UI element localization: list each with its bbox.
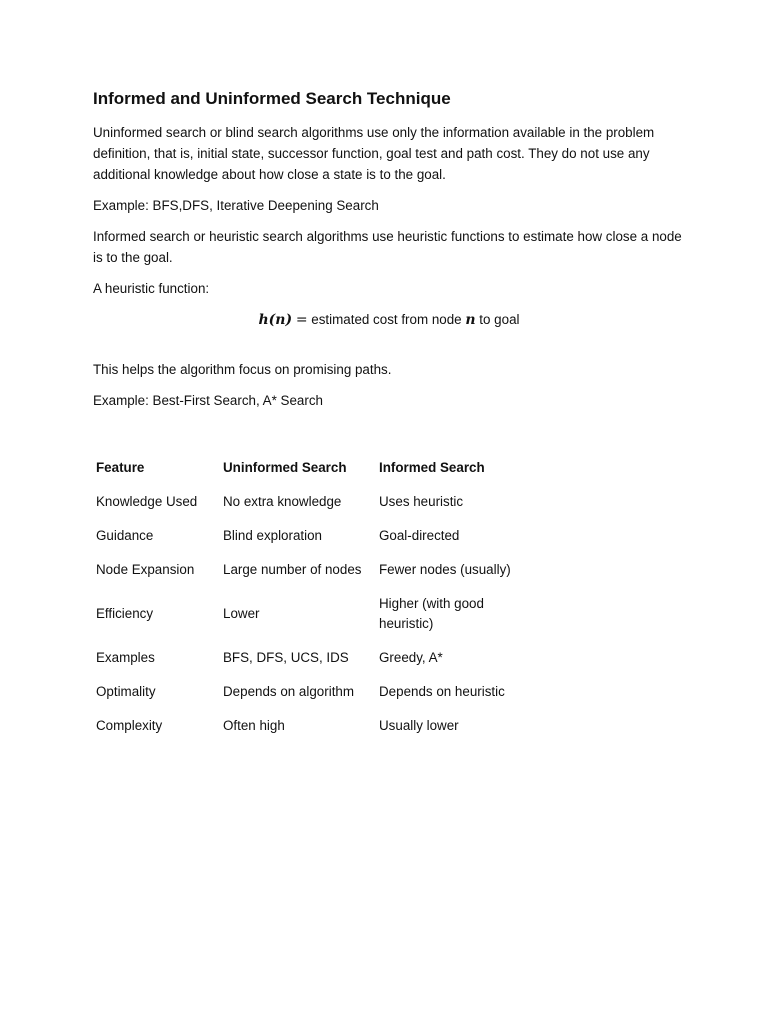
table-row [94, 519, 529, 553]
table-cell-uninformed: Often high [223, 718, 285, 733]
table-cell-informed: Uses heuristic [379, 494, 464, 509]
table-cell-feature: Knowledge Used [96, 494, 198, 509]
header-uninformed: Uninformed Search [223, 460, 347, 475]
heuristic-formula [93, 309, 683, 331]
example-informed: Example: Best-First Search, A* Search [93, 393, 323, 408]
formula-text-before: estimated cost from node [311, 312, 462, 327]
table-cell-feature: Optimality [96, 684, 156, 699]
table-cell-feature: Node Expansion [96, 562, 195, 577]
table-cell-feature: Examples [96, 650, 155, 665]
table-header-row [94, 451, 529, 485]
table-cell-uninformed: Large number of nodes [223, 562, 362, 577]
table-row [94, 641, 529, 675]
table-cell-uninformed: Depends on algorithm [223, 684, 355, 699]
table-row [94, 675, 529, 709]
document-title: Informed and Uninformed Search Technique [93, 89, 451, 108]
table-cell-uninformed: Blind exploration [223, 528, 323, 543]
header-informed: Informed Search [379, 460, 485, 475]
document-page [93, 88, 683, 743]
table-cell-uninformed: No extra knowledge [223, 494, 342, 509]
table-row [94, 709, 529, 743]
paragraph-helps: This helps the algorithm focus on promising paths. [93, 362, 392, 377]
formula-var: n [465, 312, 476, 328]
formula-equals: = [295, 312, 308, 328]
formula-lhs: h(n) [258, 312, 293, 328]
table-cell-informed: Greedy, A* [379, 650, 443, 665]
table-cell-informed: Higher (with good heuristic) [379, 596, 484, 631]
table-cell-feature: Complexity [96, 718, 163, 733]
formula-text-after: to goal [479, 312, 520, 327]
table-row [94, 553, 529, 587]
table-row [94, 485, 529, 519]
paragraph-informed: Informed search or heuristic search algorithms use heuristic functions to estimate how close a node is to the goal. [93, 229, 682, 265]
table-cell-informed: Goal-directed [379, 528, 460, 543]
table-cell-informed: Depends on heuristic [379, 684, 505, 699]
comparison-table [94, 451, 529, 743]
header-feature: Feature [96, 460, 145, 475]
table-cell-uninformed: BFS, DFS, UCS, IDS [223, 650, 349, 665]
table-cell-uninformed: Lower [223, 606, 260, 621]
heuristic-intro: A heuristic function: [93, 281, 210, 296]
table-row [94, 587, 529, 641]
table-cell-feature: Guidance [96, 528, 154, 543]
table-cell-informed: Usually lower [379, 718, 459, 733]
paragraph-uninformed: Uninformed search or blind search algorithms use only the information available in the problem definition, that is, initial state, successor function, goal test and path cost. They do not use any additional knowledge about how close a state is to the goal. [93, 125, 655, 182]
table-cell-feature: Efficiency [96, 606, 154, 621]
table-cell-informed: Fewer nodes (usually) [379, 562, 511, 577]
example-uninformed: Example: BFS,DFS, Iterative Deepening Search [93, 198, 379, 213]
